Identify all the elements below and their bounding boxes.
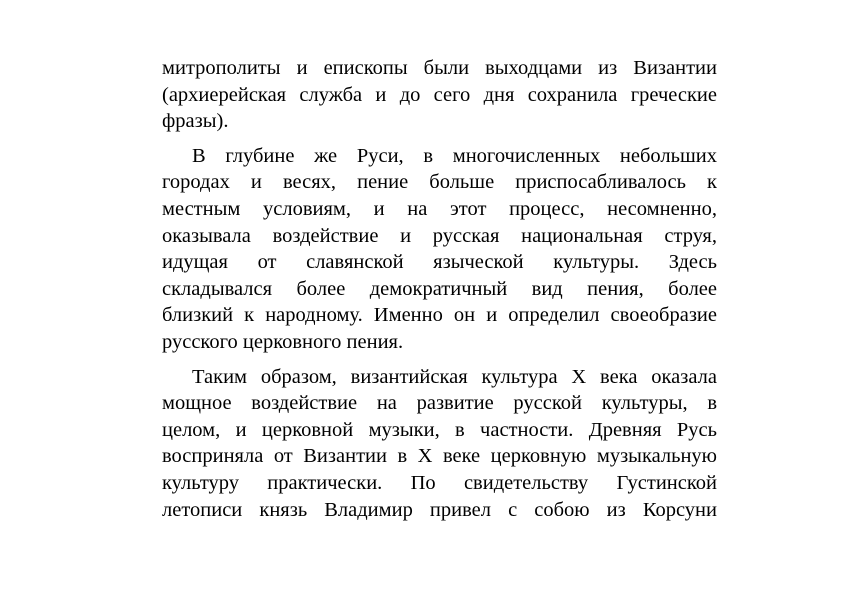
text-line: русского церковного пения. xyxy=(162,330,404,353)
paragraph xyxy=(162,143,717,356)
text-line: городах и весях, пение больше приспосабливалось к xyxy=(162,171,717,194)
text-line: фразы). xyxy=(162,110,229,133)
text-line: (архиерейская служба и до сего дня сохранила греческие xyxy=(162,83,717,106)
paragraph xyxy=(162,55,717,135)
text-line: целом, и церковной музыки, в частности. Древняя Русь xyxy=(162,418,717,441)
text-line: летописи князь Владимир привел с собою из Корсуни xyxy=(162,498,717,521)
text-line: идущая от славянской языческой культуры. Здесь xyxy=(162,251,717,274)
text-line: В глубине же Руси, в многочисленных небольших xyxy=(192,144,717,167)
text-line: оказывала воздействие и русская национальная струя, xyxy=(162,224,717,247)
text-line: Таким образом, византийская культура X века оказала xyxy=(192,365,717,388)
text-line: восприняла от Византии в X веке церковную музыкальную xyxy=(162,445,717,468)
text-line: культуру практически. По свидетельству Густинской xyxy=(162,471,717,494)
text-line: складывался более демократичный вид пения, более xyxy=(162,277,717,300)
text-line: местным условиям, и на этот процесс, несомненно, xyxy=(162,197,717,220)
text-line: близкий к народному. Именно он и определил своеобразие xyxy=(162,304,717,327)
text-line: мощное воздействие на развитие русской культуры, в xyxy=(162,392,717,415)
body-text xyxy=(162,55,717,523)
text-line: митрополиты и епископы были выходцами из Византии xyxy=(162,57,717,79)
paragraph xyxy=(162,364,717,524)
